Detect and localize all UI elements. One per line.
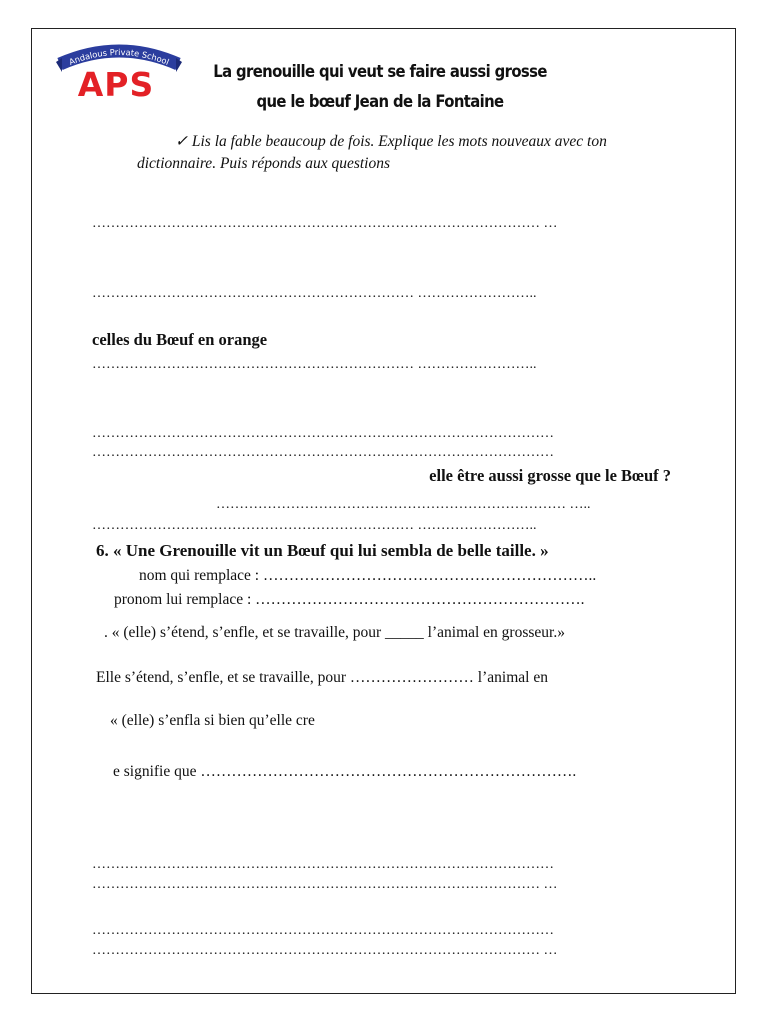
question-8-signifie: e signifie que ………………………………………………………………. [113,763,577,780]
question-7-answer: Elle s’étend, s’enfle, et se travaille, pour …………………… l’animal en [96,669,548,686]
title-line-1: La grenouille qui veut se faire aussi grosse [213,62,547,81]
answer-line: …………………………………………………………………………………… … [92,216,558,231]
answer-line: ……………………………………………………………………………………… [92,426,554,441]
svg-text:APS: APS [77,65,155,102]
checkmark-icon: ✓ [175,133,188,150]
answer-line: ……………………………………………………………………………………… [92,923,554,938]
answer-line: ……………………………………………………………………………………… [92,445,554,460]
answer-line: ……………………………………………………………………………………… [92,857,554,872]
answer-line: …………………………………………………………… …………………….. [92,518,537,533]
instruction-line-1 [175,132,607,151]
answer-line: …………………………………………………………… …………………….. [92,357,537,372]
instruction-text-1: Lis la fable beaucoup de fois. Explique les mots nouveaux avec ton [191,133,607,150]
answer-line: …………………………………………………………………………………… … [92,943,558,958]
school-logo-graphic [54,40,184,102]
question-6: 6. « Une Grenouille vit un Bœuf qui lui sembla de belle taille. » [96,541,549,560]
title-line-2: que le bœuf Jean de la Fontaine [256,92,504,111]
question-6-nom: nom qui remplace : ……………………………………………………….. [139,567,597,584]
question-6-pronom: pronom lui remplace : ………………………………………………………. [114,591,585,608]
answer-line: …………………………………………………………… …………………….. [92,286,537,301]
question-boeuf-orange: celles du Bœuf en orange [92,330,268,349]
answer-line: ………………………………………………………………… ….. [216,497,591,512]
instruction-line-2: dictionnaire. Puis réponds aux questions [137,155,391,172]
answer-line: …………………………………………………………………………………… … [92,877,558,892]
school-name-text: Andalous Private School [67,46,171,67]
school-logo [54,40,184,102]
question-aussi-grosse: elle être aussi grosse que le Bœuf ? [429,466,671,485]
question-7: . « (elle) s’étend, s’enfle, et se travaille, pour _____ l’animal en grosseur.» [104,624,565,641]
question-8: « (elle) s’enfla si bien qu’elle cre [110,712,315,729]
